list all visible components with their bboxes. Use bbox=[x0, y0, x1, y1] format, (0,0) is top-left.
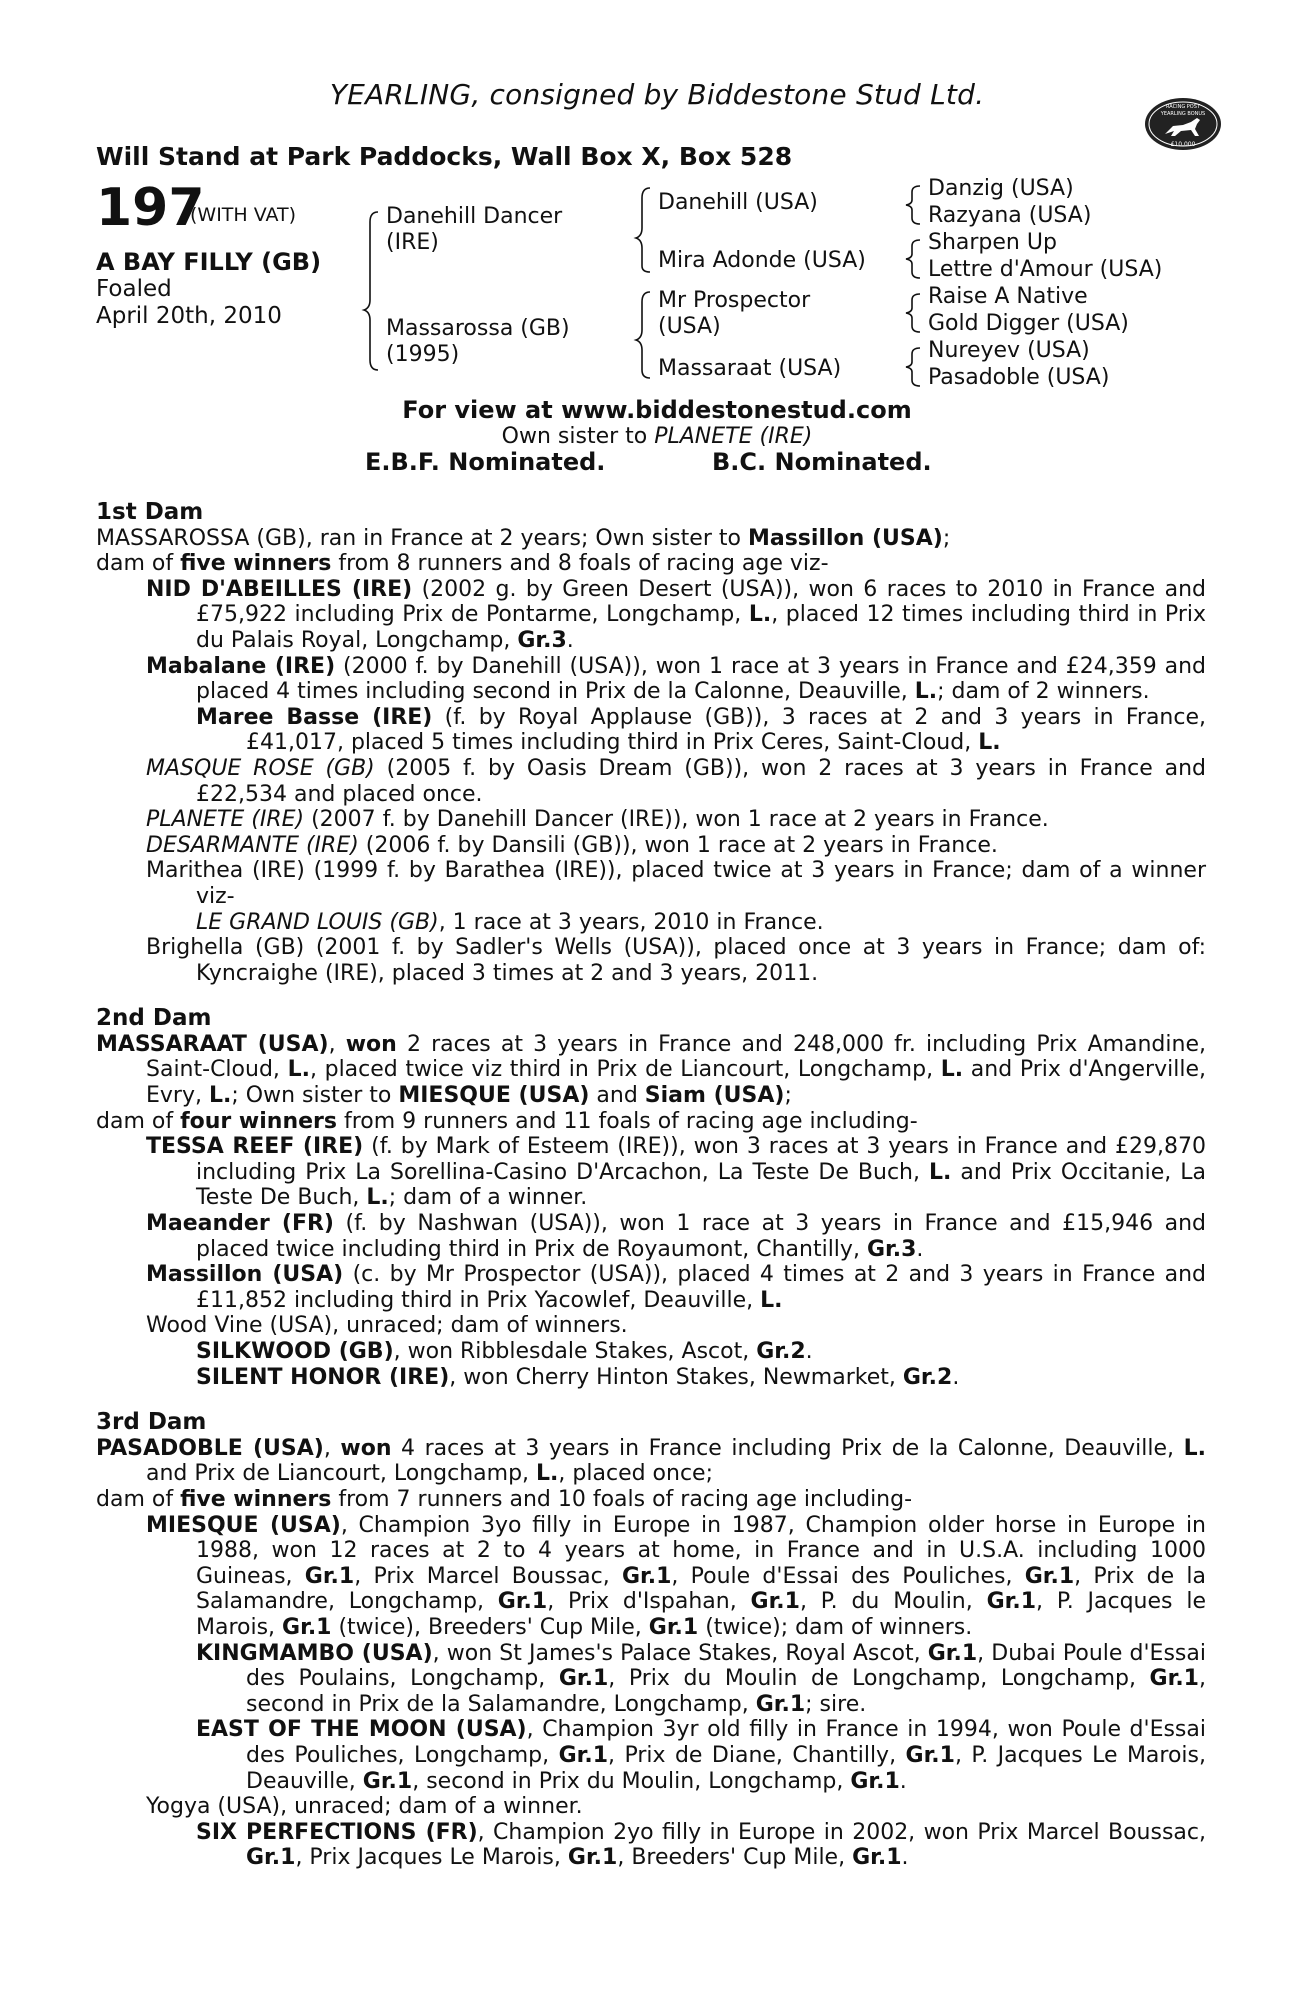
pedigree-paragraph bbox=[146, 858, 1206, 909]
text-run: ; bbox=[784, 1083, 792, 1109]
text-run: ; Own sister to bbox=[231, 1083, 399, 1109]
text-run: Brighella (GB) (2001 f. by Sadler's Wells (USA)), placed once at 3 years in France; dam of: Kyncraighe (IRE), placed 3 times at 2 and 3 years, 2011. bbox=[146, 935, 1206, 986]
text-run: (twice); dam of winners. bbox=[698, 1614, 973, 1640]
pedigree-paragraph bbox=[196, 1717, 1206, 1794]
text-run: , won Ribblesdale Stakes, Ascot, bbox=[393, 1339, 757, 1364]
ped-ddd: Pasadoble (USA) bbox=[928, 365, 1110, 390]
bold-text: L. bbox=[366, 1185, 389, 1211]
text-run: . bbox=[805, 1339, 813, 1364]
text-run: , placed twice viz third in Prix de Liancourt, Longchamp, bbox=[309, 1057, 941, 1083]
ped-dd: Massaraat (USA) bbox=[658, 356, 842, 381]
text-run: , Breeders' Cup Mile, bbox=[617, 1845, 853, 1871]
pedigree-braces bbox=[0, 0, 1314, 400]
text-run: . bbox=[916, 1236, 924, 1262]
ped-dds: Nureyev (USA) bbox=[928, 338, 1090, 363]
text-run: , won Cherry Hinton Stakes, Newmarket, bbox=[449, 1364, 903, 1390]
ped-dss: Raise A Native bbox=[928, 284, 1088, 309]
text-run: (2000 f. by Danehill (USA)), won 1 race at 3 years in France and £24,359 and placed 4 times including second in Prix de la Calonne, Deauville, bbox=[196, 653, 1206, 705]
bold-text: Gr.1 bbox=[621, 1563, 672, 1589]
text-run: , bbox=[323, 1435, 341, 1461]
pedigree-paragraph bbox=[96, 1109, 1206, 1135]
text-run: , placed 12 times including third in Prix du Palais Royal, Longchamp, bbox=[196, 602, 1206, 653]
pedigree-paragraph bbox=[196, 705, 1206, 756]
section-heading: 1st Dam bbox=[96, 499, 204, 525]
text-run: , placed once; bbox=[558, 1461, 714, 1487]
bold-text: Gr.1 bbox=[1149, 1666, 1199, 1692]
bold-text: MIESQUE (USA) bbox=[398, 1083, 590, 1109]
text-run: . bbox=[899, 1768, 907, 1794]
bold-text: Gr.1 bbox=[497, 1589, 548, 1615]
text-run: 2 races at 3 years in France and 248,000 fr. including Prix Amandine, Saint-Cloud, bbox=[146, 1031, 1206, 1083]
bold-text: Gr.2 bbox=[756, 1339, 806, 1364]
pedigree-paragraph bbox=[146, 1313, 1206, 1339]
sister-name: PLANETE (IRE) bbox=[654, 424, 813, 449]
ped-sire-country: (IRE) bbox=[386, 230, 439, 255]
dam-sections bbox=[96, 500, 1206, 1871]
text-run: , second in Prix du Moulin, Longchamp, bbox=[412, 1768, 851, 1794]
bold-text: SILKWOOD (GB) bbox=[196, 1339, 394, 1364]
bold-text: L. bbox=[748, 602, 772, 628]
bold-text: Gr.3 bbox=[866, 1236, 917, 1262]
text-run: . bbox=[952, 1364, 960, 1390]
text-run: and Prix Occitanie, La Teste De Buch, bbox=[196, 1159, 1206, 1211]
text-run: , 1 race at 3 years, 2010 in France. bbox=[438, 909, 824, 935]
bold-text: Gr.2 bbox=[902, 1364, 953, 1390]
bold-text: Mabalane (IRE) bbox=[146, 653, 336, 679]
text-run: , Prix de Diane, Chantilly, bbox=[608, 1742, 906, 1768]
text-run: , won St James's Palace Stakes, Royal Ascot, bbox=[432, 1640, 928, 1666]
bold-text: EAST OF THE MOON (USA) bbox=[196, 1717, 527, 1743]
bold-text: Gr.1 bbox=[1024, 1563, 1075, 1589]
text-run: ; sire. bbox=[805, 1691, 867, 1717]
text-run: , P. Jacques Le Marois, Deauville, bbox=[246, 1742, 1207, 1794]
ped-dsd: Gold Digger (USA) bbox=[928, 311, 1129, 336]
bold-text: KINGMAMBO (USA) bbox=[196, 1640, 433, 1666]
pedigree-paragraph bbox=[146, 1211, 1206, 1262]
text-run: , Prix d'Ispahan, bbox=[547, 1589, 751, 1615]
pedigree-paragraph bbox=[96, 1487, 1206, 1513]
bold-text: Gr.1 bbox=[558, 1742, 609, 1768]
pedigree-paragraph bbox=[196, 1641, 1206, 1718]
bold-text: four winners bbox=[180, 1108, 337, 1134]
ped-sire bbox=[386, 204, 562, 256]
pedigree-paragraph bbox=[196, 1820, 1206, 1871]
lot-number: 197 bbox=[96, 178, 205, 238]
text-run: from 9 runners and 11 foals of racing age including- bbox=[337, 1108, 918, 1134]
text-run: (2007 f. by Danehill Dancer (IRE)), won 1 race at 2 years in France. bbox=[304, 807, 1049, 833]
text-run: (f. by Nashwan (USA)), won 1 race at 3 years in France and £15,946 and placed twice including third in Prix de Royaumont, Chantilly, bbox=[196, 1211, 1206, 1262]
pedigree-paragraph bbox=[196, 910, 1206, 936]
bold-text: Gr.1 bbox=[986, 1589, 1037, 1615]
bold-text: Gr.1 bbox=[304, 1563, 355, 1589]
sister-prefix: Own sister to bbox=[501, 424, 648, 449]
lot-description: A BAY FILLY (GB) bbox=[96, 248, 322, 276]
own-sister-line bbox=[0, 424, 1314, 449]
text-run: , second in Prix de la Salamandre, Longchamp, bbox=[246, 1666, 1206, 1717]
text-run: dam of bbox=[96, 1486, 181, 1512]
text-run: from 7 runners and 10 foals of racing age including- bbox=[331, 1486, 913, 1512]
text-run: , Champion 2yo filly in Europe in 2002, won Prix Marcel Boussac, bbox=[477, 1819, 1206, 1845]
bold-text: L. bbox=[929, 1159, 952, 1185]
section-heading: 2nd Dam bbox=[96, 1005, 212, 1032]
text-run: , Champion 3yo filly in Europe in 1987, Champion older horse in Europe in 1988, won 12 races at 2 to 4 years at home, in France and in U.S.A. including 1000 Guineas, bbox=[196, 1512, 1206, 1589]
bold-text: Maeander (FR) bbox=[146, 1211, 334, 1237]
bold-text: SILENT HONOR (IRE) bbox=[196, 1364, 450, 1390]
text-run: (twice), Breeders' Cup Mile, bbox=[331, 1614, 649, 1640]
ped-sdd: Lettre d'Amour (USA) bbox=[928, 257, 1163, 282]
bold-text: Massillon (USA) bbox=[146, 1262, 344, 1288]
bold-text: five winners bbox=[180, 1486, 332, 1512]
text-run: ; bbox=[942, 525, 951, 551]
text-run: , P. du Moulin, bbox=[799, 1589, 987, 1615]
italic-text: LE GRAND LOUIS (GB) bbox=[196, 909, 439, 935]
text-run: ; dam of 2 winners. bbox=[937, 679, 1150, 705]
bold-text: L. bbox=[287, 1057, 310, 1083]
bold-text: MASSARAAT (USA) bbox=[96, 1031, 329, 1057]
page-title: YEARLING, consigned by Biddestone Stud Ltd. bbox=[329, 78, 985, 111]
text-run: Wood Vine (USA), unraced; dam of winners. bbox=[146, 1313, 628, 1339]
text-run: dam of bbox=[96, 1108, 181, 1134]
text-run: , P. Jacques le Marois, bbox=[196, 1589, 1206, 1640]
vat-note: (WITH VAT) bbox=[190, 204, 297, 226]
bold-text: L. bbox=[978, 730, 1001, 756]
bold-text: SIX PERFECTIONS (FR) bbox=[196, 1819, 478, 1845]
view-website: For view at www.biddestonestud.com bbox=[402, 396, 912, 424]
text-run: (2006 f. by Dansili (GB)), won 1 race at 2 years in France. bbox=[358, 832, 998, 858]
text-run: , bbox=[328, 1031, 346, 1057]
pedigree-paragraph bbox=[146, 1794, 1206, 1820]
bold-text: Gr.1 bbox=[755, 1691, 806, 1717]
text-run: . bbox=[566, 627, 574, 653]
pedigree-paragraph bbox=[146, 935, 1206, 986]
bold-text: Gr.1 bbox=[927, 1640, 978, 1666]
text-run: , Dubai Poule d'Essai des Poulains, Longchamp, bbox=[246, 1640, 1206, 1692]
text-run: ; dam of a winner. bbox=[388, 1185, 588, 1211]
badge-amount: £10,000 bbox=[1170, 141, 1196, 148]
ped-ssd: Razyana (USA) bbox=[928, 203, 1092, 228]
bold-text: Gr.1 bbox=[282, 1614, 332, 1640]
text-run: Marithea (IRE) (1999 f. by Barathea (IRE)), placed twice at 3 years in France; dam of a winner viz- bbox=[146, 858, 1206, 909]
text-run: 4 races at 3 years in France including Prix de la Calonne, Deauville, bbox=[391, 1435, 1184, 1461]
pedigree-paragraph bbox=[146, 833, 1206, 859]
ped-ds bbox=[658, 288, 810, 340]
text-run: from 8 runners and 8 foals of racing age viz- bbox=[331, 551, 829, 577]
text-run: , Champion 3yr old filly in France in 1994, won Poule d'Essai des Pouliches, Longchamp, bbox=[246, 1717, 1206, 1768]
stand-location: Will Stand at Park Paddocks, Wall Box X, Box 528 bbox=[96, 142, 793, 171]
italic-text: DESARMANTE (IRE) bbox=[146, 832, 359, 858]
badge-mid-text: YEARLING BONUS bbox=[1160, 111, 1206, 117]
ped-sd: Mira Adonde (USA) bbox=[658, 248, 866, 273]
ped-ss: Danehill (USA) bbox=[658, 190, 818, 215]
text-run: , Prix de la Salamandre, Longchamp, bbox=[196, 1563, 1207, 1615]
bold-text: MIESQUE (USA) bbox=[146, 1512, 341, 1538]
bold-text: Gr.3 bbox=[517, 627, 567, 653]
bold-text: Gr.1 bbox=[750, 1589, 800, 1615]
text-run: and Prix de Liancourt, Longchamp, bbox=[146, 1461, 537, 1487]
pedigree-paragraph bbox=[146, 807, 1206, 833]
italic-text: PLANETE (IRE) bbox=[146, 807, 305, 833]
ebf-nomination: E.B.F. Nominated. bbox=[365, 448, 606, 476]
text-run: (f. by Mark of Esteem (IRE)), won 3 races at 3 years in France and £29,870 including Prix La Sorellina-Casino D'Arcachon, La Teste De Buch, bbox=[196, 1134, 1206, 1185]
ped-sds: Sharpen Up bbox=[928, 230, 1057, 255]
bold-text: Gr.1 bbox=[850, 1768, 900, 1794]
text-run: (f. by Royal Applause (GB)), 3 races at 2 and 3 years in France, £41,017, placed 5 times including third in Prix Ceres, Saint-Cloud, bbox=[246, 704, 1206, 756]
bold-text: Siam (USA) bbox=[644, 1083, 785, 1109]
text-run: and Prix d'Angerville, Evry, bbox=[146, 1057, 1206, 1109]
ped-dam-year: (1995) bbox=[386, 342, 460, 367]
pedigree-paragraph bbox=[96, 526, 1206, 552]
bold-text: Gr.1 bbox=[905, 1742, 955, 1768]
text-run: , Prix du Moulin de Longchamp, Longchamp, bbox=[608, 1666, 1150, 1692]
text-run: , Poule d'Essai des Pouliches, bbox=[671, 1563, 1025, 1589]
pedigree-paragraph bbox=[196, 1339, 1206, 1365]
text-run: , Prix Marcel Boussac, bbox=[354, 1563, 622, 1589]
pedigree-paragraph bbox=[146, 577, 1206, 654]
section-heading: 3rd Dam bbox=[96, 1409, 207, 1436]
bold-text: L. bbox=[536, 1461, 559, 1487]
pedigree-paragraph bbox=[96, 551, 1206, 577]
bold-text: Gr.1 bbox=[567, 1845, 618, 1871]
bold-text: Maree Basse (IRE) bbox=[196, 704, 433, 730]
badge-top-text: RACING POST bbox=[1166, 104, 1200, 110]
pedigree-paragraph bbox=[146, 1134, 1206, 1211]
text-run: (2005 f. by Oasis Dream (GB)), won 2 races at 3 years in France and £22,534 and placed once. bbox=[196, 755, 1206, 807]
text-run: . bbox=[901, 1845, 909, 1871]
bold-text: L. bbox=[208, 1083, 232, 1109]
ped-sss: Danzig (USA) bbox=[928, 176, 1074, 201]
bold-text: PASADOBLE (USA) bbox=[96, 1435, 324, 1461]
bold-text: won bbox=[340, 1435, 392, 1461]
pedigree-paragraph bbox=[196, 1365, 1206, 1391]
text-run: (2002 g. by Green Desert (USA)), won 6 races to 2010 in France and £75,922 including Prix de Pontarme, Longchamp, bbox=[196, 576, 1206, 628]
bold-text: L. bbox=[1183, 1435, 1206, 1461]
bold-text: L. bbox=[914, 679, 938, 705]
ped-dam-name: Massarossa (GB) bbox=[386, 316, 570, 341]
bold-text: Gr.1 bbox=[362, 1768, 413, 1794]
bold-text: won bbox=[345, 1031, 397, 1057]
bold-text: Massillon (USA) bbox=[747, 525, 943, 551]
pedigree-paragraph bbox=[96, 1032, 1206, 1109]
bold-text: L. bbox=[940, 1057, 964, 1083]
ped-ds-country: (USA) bbox=[658, 314, 721, 339]
pedigree-paragraph bbox=[146, 756, 1206, 807]
pedigree-paragraph bbox=[146, 1262, 1206, 1313]
ped-ds-name: Mr Prospector bbox=[658, 288, 811, 313]
text-run: MASSAROSSA (GB), ran in France at 2 years; Own sister to bbox=[96, 525, 748, 551]
text-run: Yogya (USA), unraced; dam of a winner. bbox=[146, 1794, 583, 1820]
text-run: , Prix Jacques Le Marois, bbox=[295, 1845, 568, 1871]
italic-text: MASQUE ROSE (GB) bbox=[146, 755, 375, 781]
bc-nomination: B.C. Nominated. bbox=[712, 448, 932, 476]
bold-text: TESSA REEF (IRE) bbox=[146, 1134, 364, 1160]
foaled-label: Foaled bbox=[96, 276, 172, 302]
bold-text: L. bbox=[760, 1287, 783, 1313]
text-run: (c. by Mr Prospector (USA)), placed 4 times at 2 and 3 years in France and £11,852 including third in Prix Yacowlef, Deauville, bbox=[196, 1262, 1206, 1313]
bold-text: Gr.1 bbox=[558, 1666, 609, 1692]
bold-text: Gr.1 bbox=[852, 1845, 902, 1871]
bold-text: Gr.1 bbox=[648, 1614, 699, 1640]
pedigree-paragraph bbox=[96, 1436, 1206, 1487]
pedigree-paragraph bbox=[146, 654, 1206, 705]
foaled-date: April 20th, 2010 bbox=[96, 303, 282, 329]
bold-text: Gr.1 bbox=[246, 1845, 296, 1871]
pedigree-paragraph bbox=[146, 1513, 1206, 1641]
text-run: dam of bbox=[96, 551, 181, 577]
text-run: and bbox=[589, 1083, 645, 1109]
ped-dam bbox=[386, 316, 570, 368]
bold-text: NID D'ABEILLES (IRE) bbox=[146, 576, 413, 602]
bold-text: five winners bbox=[180, 551, 332, 577]
ped-sire-name: Danehill Dancer bbox=[386, 204, 563, 229]
